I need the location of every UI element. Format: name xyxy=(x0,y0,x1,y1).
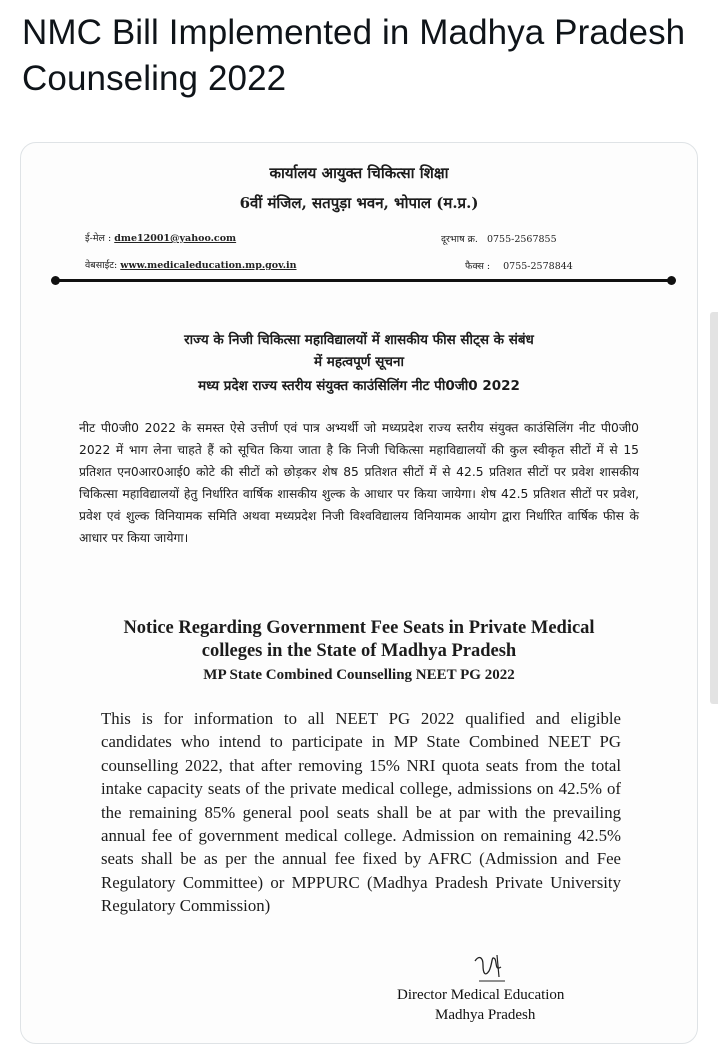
hindi-notice-title-line2: में महत्वपूर्ण सूचना xyxy=(314,354,404,370)
signatory-title: Director Medical Education xyxy=(397,987,565,1003)
signatory-state: Madhya Pradesh xyxy=(435,1007,536,1023)
hindi-notice-body: नीट पी0जी0 2022 के समस्त ऐसे उत्तीर्ण एवं पात्र अभ्यर्थी जो मध्यप्रदेश राज्य स्तरीय संयुक्त काउंसिलिंग नीट पी0जी0 2022 में भाग लेना चाहते हैं को सूचित किया जाता है कि निजी चिकित्सा महाविद्यालयों की कुल स्वीकृत सीटों में से 15 प्रतिशत एन0आर0आई0 कोटे की सीटों को छोड़कर शेष 85 प्रतिशत सीटों में से 42.5 प्रतिशत सीटों पर प्रवेश शासकीय चिकित्सा महाविद्यालयों हेतु निर्धारित वार्षिक शासकीय शुल्क के आधार पर किया जायेगा। शेष 42.5 प्रतिशत सीटों पर प्रवेश, प्रवेश एवं शुल्क विनियामक समिति अथवा मध्यप्रदेश निजी विश्वविद्यालय विनियामक आयोग द्वारा निर्धारित वार्षिक फीस के आधार पर किया जायेगा। xyxy=(79,421,639,545)
email-row xyxy=(85,231,236,244)
fax-number: 0755-2578844 xyxy=(503,261,573,272)
handwritten-signature xyxy=(471,951,511,987)
notice-image-card[interactable] xyxy=(20,142,698,1044)
department-address: 6वीं मंजिल, सतपुड़ा भवन, भोपाल (म.प्र.) xyxy=(239,194,479,212)
notice-document xyxy=(21,143,697,1043)
hindi-notice-title-line1: राज्य के निजी चिकित्सा महाविद्यालयों में शासकीय फीस सीट्स के संबंध xyxy=(184,332,534,348)
website-label: वेबसाईट: xyxy=(85,260,118,271)
phone-label: दूरभाष क्र. xyxy=(441,234,478,245)
english-notice-title-line1: Notice Regarding Government Fee Seats in Private Medical xyxy=(123,618,595,638)
phone-number: 0755-2567855 xyxy=(486,234,557,245)
website-url: www.medicaleducation.mp.gov.in xyxy=(120,260,297,271)
phone-row xyxy=(441,232,557,245)
hindi-notice-subtitle: मध्य प्रदेश राज्य स्तरीय संयुक्त काउंसिलिंग नीट पी0जी0 2022 xyxy=(198,378,520,394)
rule-right-dot xyxy=(667,276,676,285)
scrollbar[interactable] xyxy=(710,312,718,704)
english-notice-body: This is for information to all NEET PG 2022 qualified and eligible candidates who intend to participate in MP State Combined NEET PG counselling 2022, that after removing 15% NRI quota seats from the total intake capacity seats of the private medical college, admissions on 42.5% of the remaining 85% general pool seats shall be at par with the prevailing annual fee of government medical college. Admission on remaining 42.5% seats shall be as per the annual fee fixed by AFRC (Admission and Fee Regulatory Committee) or MPPURC (Madhya Pradesh Private University Regulatory Commission) xyxy=(101,709,621,916)
email-label: ई-मेल : xyxy=(85,233,112,244)
fax-row xyxy=(465,259,573,272)
website-row xyxy=(85,258,297,271)
email-address: dme12001@yahoo.com xyxy=(114,233,237,244)
post-headline: NMC Bill Implemented in Madhya Pradesh Counseling 2022 xyxy=(22,13,686,98)
letterhead-rule xyxy=(55,279,671,282)
english-notice-title-line2: colleges in the State of Madhya Pradesh xyxy=(201,641,517,661)
department-name: कार्यालय आयुक्त चिकित्सा शिक्षा xyxy=(269,164,449,182)
english-notice-subtitle: MP State Combined Counselling NEET PG 2022 xyxy=(203,667,515,683)
fax-label: फैक्स : xyxy=(465,261,491,272)
